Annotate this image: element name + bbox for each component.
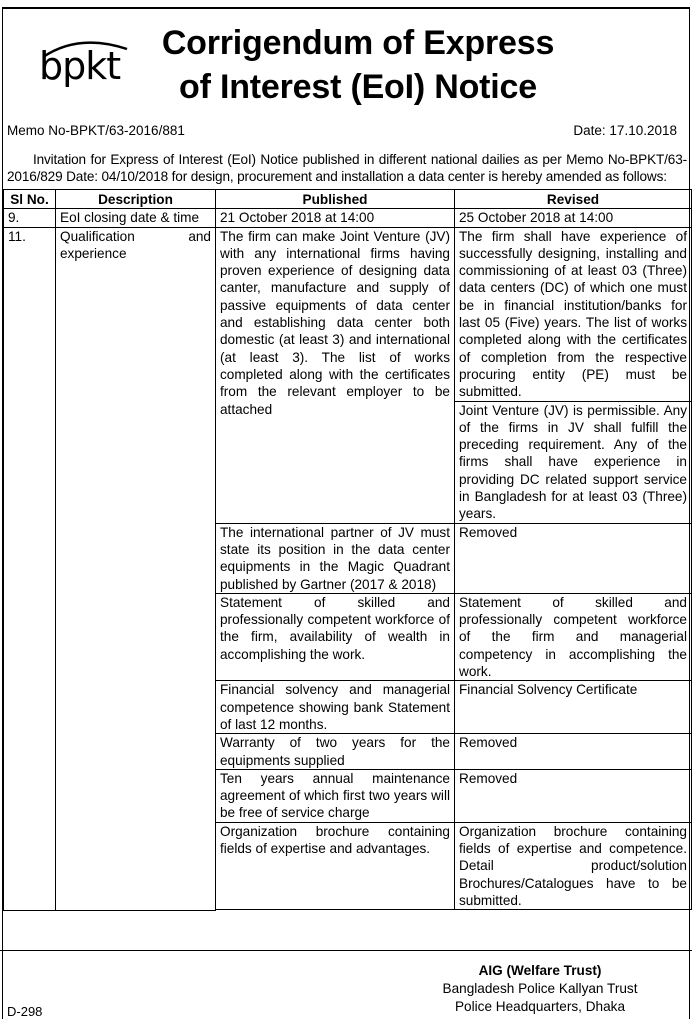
notice-page [2, 7, 690, 1019]
title-line-1: Corrigendum of Express [161, 24, 555, 62]
row11-desc-line1: Qualification and [60, 228, 211, 244]
row11-revised-4: Statement of skilled and professionally competent workforce of the firm and managerial competency in accomplishing the work. [455, 593, 692, 680]
row11-published-6: Warranty of two years for the equipments supplied [216, 734, 455, 770]
notice-header [3, 9, 689, 117]
footer-rule [0, 950, 692, 951]
header-description: Description [56, 190, 216, 209]
row11-published-7: Ten years annual maintenance agreement of which first two years will be free of service charge [216, 769, 455, 822]
row9-revised: 25 October 2018 at 14:00 [455, 209, 692, 227]
row11-published-8: Organization brochure containing fields of expertise and advantages. [216, 822, 455, 909]
row11-published-3: The international partner of JV must state its position in the data center equipments in the Magic Quadrant published by Gartner (2017 & 2018) [216, 523, 455, 593]
row11-desc-line2: experience [60, 245, 127, 261]
row9-published: 21 October 2018 at 14:00 [216, 209, 455, 227]
row11-published-5: Financial solvency and managerial competence showing bank Statement of last 12 months. [216, 681, 455, 734]
row11-revised-3: Removed [455, 523, 692, 593]
issuer-line-3: Police Headquarters, Dhaka [454, 999, 625, 1014]
table-header-row [4, 190, 692, 209]
row11-description [56, 227, 216, 910]
row11-revised-8: Organization brochure containing fields of expertise and competence. Detail product/solution Brochures/Catalogues have to be submitted. [455, 822, 692, 909]
table-row [4, 209, 692, 227]
amendment-table [3, 189, 692, 911]
document-code: D-298 [7, 1004, 43, 1019]
row11-published-4: Statement of skilled and professionally competent workforce of the firm, availability of wealth in accomplishing the work. [216, 593, 455, 680]
intro-paragraph: Invitation for Express of Interest (EoI) Notice published in different national dailies as per Memo No-BPKT/63-2016/829 Date: 04/10/2018 for design, procurement and installation a data center is hereby amended as follows: [7, 152, 687, 184]
issuer-line-2: Bangladesh Police Kallyan Trust [442, 981, 638, 996]
row11-sl: 11. [4, 227, 56, 910]
row11-revised-7: Removed [455, 769, 692, 822]
row11-revised-2: Joint Venture (JV) is permissible. Any of the firms in JV shall fulfill the preceding requirement. Any of the firms shall have experience in providing DC related support service in Bangladesh for at least 03 (Three) years. [455, 401, 692, 523]
header-published: Published [216, 190, 455, 209]
issuer-block [420, 962, 660, 1016]
row11-published-1: The firm can make Joint Venture (JV) with any international firms having proven experience of designing data canter, manufacture and supply of passive equipments of data center and establishing data center both domestic (at least 3) and international (at least 3). The list of works completed along with the certificates from the relevant employer to be attached [216, 227, 455, 523]
memo-row [7, 123, 677, 138]
title-line-2: of Interest (EoI) Notice [179, 68, 537, 106]
row9-sl: 9. [4, 209, 56, 227]
header-sl-no: Sl No. [4, 190, 56, 209]
memo-number: Memo No-BPKT/63-2016/881 [7, 123, 185, 138]
bpkt-logo [39, 31, 131, 109]
logo-text: bpkt [39, 44, 121, 88]
header-revised: Revised [455, 190, 692, 209]
issuer-name: AIG (Welfare Trust) [478, 963, 602, 978]
row11-revised-1: The firm shall have experience of successfully designing, installing and commissioning of at least 03 (Three) data centers (DC) of which one must be in financial institution/banks for last 05 (Five) years. The list of works completed along with the certificates of completion from the respective procuring entity (PE) must be submitted. [455, 227, 692, 401]
table-row [4, 227, 692, 401]
row9-description: EoI closing date & time [56, 209, 216, 227]
memo-date: Date: 17.10.2018 [573, 123, 677, 138]
page-title [123, 23, 593, 107]
row11-revised-5: Financial Solvency Certificate [455, 681, 692, 734]
row11-revised-6: Removed [455, 734, 692, 770]
